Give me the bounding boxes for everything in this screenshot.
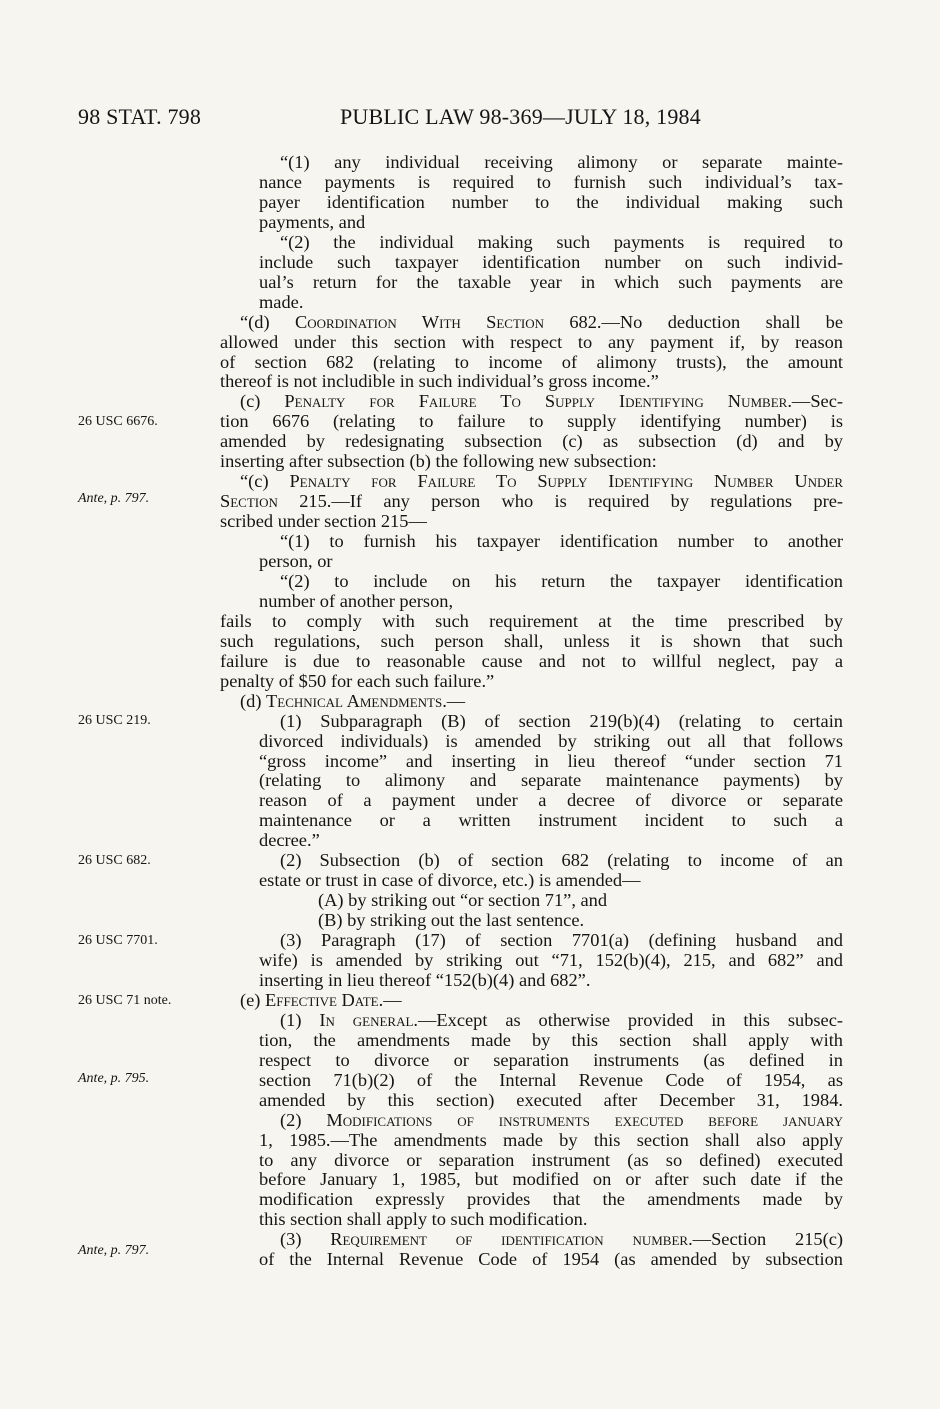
text-line: [280, 1110, 843, 1130]
text-run: .—The amendments made by this section shall also apply: [325, 1129, 843, 1150]
text-line: [259, 950, 843, 970]
text-line: [220, 371, 659, 391]
text-line: [220, 511, 427, 531]
text-line: [240, 312, 843, 332]
text-run: “(c): [240, 471, 290, 492]
text-run: “(2) to include on his return the taxpayer identification: [280, 570, 843, 591]
text-run: section 71(b)(2) of the Internal Revenue Code of 1954, as: [259, 1069, 843, 1090]
text-line: [280, 571, 843, 591]
margin-note-text: Ante, p. 797.: [78, 1243, 150, 1258]
heading-small-caps: 1, 1985: [259, 1129, 326, 1150]
heading-small-caps: Modifications of instruments executed before january: [326, 1109, 844, 1130]
text-line: [318, 910, 584, 930]
margin-note: [78, 1243, 149, 1259]
text-run: inserting in lieu thereof “152(b)(4) and 682”.: [259, 969, 591, 990]
text-run: “(d): [240, 311, 295, 332]
text-run: payments, and: [259, 211, 366, 232]
text-run: divorced individuals) is amended by striking out all that follows: [259, 730, 843, 751]
margin-note: [78, 993, 171, 1009]
text-run: estate or trust in case of divorce, etc.) is amended—: [259, 870, 641, 891]
text-run: (3): [280, 1229, 331, 1250]
text-line: [259, 970, 590, 990]
page-header: [0, 104, 940, 136]
text-run: amended by this section) executed after December 31, 1984.: [259, 1089, 843, 1110]
margin-note: [78, 933, 158, 949]
text-line: [220, 491, 843, 511]
text-line: [259, 1189, 843, 1209]
stat-reference: 98 STAT. 798: [78, 104, 202, 129]
text-line: [259, 272, 843, 292]
margin-note: [78, 853, 151, 869]
text-run: (c): [240, 391, 285, 412]
text-line: [259, 1030, 843, 1050]
text-line: [280, 531, 843, 551]
text-line: [220, 431, 843, 451]
text-run: fails to comply with such requirement at the time prescribed by: [220, 610, 843, 631]
text-line: [280, 232, 843, 252]
text-run: .—Section 215(c): [688, 1229, 843, 1250]
text-run: (2) Subsection (b) of section 682 (relating to income of an: [280, 850, 843, 871]
text-line: [280, 1229, 843, 1249]
heading-small-caps: Penalty for Failure To Supply Identifying Number: [284, 391, 788, 412]
text-run: failure is due to reasonable cause and not to willful neglect, pay a: [220, 650, 843, 671]
text-line: [240, 471, 843, 491]
heading-small-caps: Technical Amendments: [266, 690, 443, 711]
text-run: amended by redesignating subsection (c) as subsection (d) and by: [220, 431, 843, 452]
text-line: [280, 152, 843, 172]
heading-small-caps: Coordination With Section: [294, 311, 544, 332]
text-run: of section 682 (relating to income of alimony trusts), the amount: [220, 351, 843, 372]
text-run: (d): [240, 690, 267, 711]
text-run: number of another person,: [259, 590, 454, 611]
text-run: “gross income” and inserting in lieu thereof “under section 71: [259, 750, 843, 771]
text-line: [280, 850, 843, 870]
text-line: [220, 631, 843, 651]
text-line: [259, 1150, 843, 1170]
text-line: [259, 1050, 843, 1070]
text-run: nance payments is required to furnish such individual’s tax-: [259, 171, 843, 192]
text-run: penalty of $50 for each such failure.”: [220, 670, 495, 691]
text-line: [259, 870, 640, 890]
text-run: (1) Subparagraph (B) of section 219(b)(4) (relating to certain: [280, 710, 843, 731]
text-run: allowed under this section with respect to any payment if, by reason: [220, 331, 843, 352]
margin-note-text: 26 USC 219.: [78, 713, 151, 728]
text-run: 215.—If any person who is required by regulations pre-: [277, 491, 843, 512]
margin-note-text: 26 USC 682.: [78, 853, 151, 868]
text-line: [259, 172, 843, 192]
text-run: .—Sec-: [787, 391, 843, 412]
text-line: [259, 551, 333, 571]
text-run: (B) by striking out the last sentence.: [318, 910, 585, 931]
text-line: [259, 790, 843, 810]
margin-note: [78, 713, 151, 729]
text-run: (relating to alimony and separate maintenance payments) by: [259, 770, 843, 791]
text-line: [259, 770, 843, 790]
text-run: 682.—No deduction shall be: [544, 311, 843, 332]
text-line: [259, 810, 843, 830]
text-line: [259, 192, 843, 212]
text-line: [240, 691, 465, 711]
text-line: [220, 451, 657, 471]
heading-small-caps: In general: [319, 1009, 414, 1030]
text-line: [240, 391, 843, 411]
text-line: [280, 930, 843, 950]
text-run: payer identification number to the individual making such: [259, 191, 843, 212]
text-run: tion, the amendments made by this section shall apply with: [259, 1029, 843, 1050]
text-run: .—Except as otherwise provided in this subsec-: [413, 1009, 843, 1030]
text-run: “(1) to furnish his taxpayer identification number to another: [280, 531, 843, 552]
margin-note-text: Ante, p. 797.: [78, 491, 150, 506]
margin-note: [78, 414, 158, 430]
text-run: tion 6676 (relating to failure to supply identifying number) is: [220, 411, 843, 432]
text-run: decree.”: [259, 830, 320, 851]
text-run: (3) Paragraph (17) of section 7701(a) (defining husband and: [280, 930, 843, 951]
text-line: [259, 1169, 843, 1189]
heading-small-caps: Effective Date: [265, 989, 379, 1010]
text-run: modification expressly provides that the amendments made by: [259, 1189, 843, 1210]
text-run: (1): [280, 1009, 320, 1030]
text-run: scribed under section 215—: [220, 511, 427, 532]
text-run: before January 1, 1985, but modified on or after such date if the: [259, 1169, 843, 1190]
text-line: [259, 830, 320, 850]
text-line: [259, 1090, 843, 1110]
text-run: “(2) the individual making such payments is required to: [280, 231, 843, 252]
text-line: [220, 671, 494, 691]
margin-note-text: 26 USC 7701.: [78, 933, 158, 948]
text-run: made.: [259, 291, 304, 312]
heading-small-caps: Penalty for Failure To Supply Identifying Number Under: [289, 471, 844, 492]
text-run: person, or: [259, 551, 333, 571]
text-line: [280, 1010, 843, 1030]
margin-note-text: 26 USC 71 note.: [78, 993, 172, 1008]
text-line: [220, 651, 843, 671]
text-line: [259, 751, 843, 771]
text-line: [259, 292, 303, 312]
text-line: [220, 411, 843, 431]
text-line: [220, 332, 843, 352]
text-line: [220, 611, 843, 631]
text-line: [259, 252, 843, 272]
text-run: such regulations, such person shall, unless it is shown that such: [220, 630, 843, 651]
heading-small-caps: Section: [220, 491, 278, 512]
text-run: “(1) any individual receiving alimony or separate mainte-: [280, 152, 843, 172]
text-run: include such taxpayer identification number on such individ-: [259, 251, 843, 272]
margin-note: [78, 491, 149, 507]
text-run: inserting after subsection (b) the following new subsection:: [220, 451, 657, 472]
text-run: of the Internal Revenue Code of 1954 (as amended by subsection: [259, 1249, 843, 1270]
text-run: .—: [442, 690, 466, 711]
text-run: (A) by striking out “or section 71”, and: [318, 890, 608, 911]
text-run: respect to divorce or separation instruments (as defined in: [259, 1049, 843, 1070]
text-run: wife) is amended by striking out “71, 152(b)(4), 215, and 682” and: [259, 950, 843, 970]
text-line: [259, 1249, 843, 1269]
text-run: (2): [280, 1109, 327, 1130]
margin-note-text: Ante, p. 795.: [78, 1071, 150, 1086]
text-run: (e): [240, 989, 266, 1010]
text-line: [220, 352, 843, 372]
page-title: PUBLIC LAW 98-369—JULY 18, 1984: [340, 104, 701, 129]
text-run: ual’s return for the taxable year in which such payments are: [259, 271, 843, 292]
text-run: thereof is not includible in such individual’s gross income.”: [220, 371, 659, 392]
text-line: [259, 1209, 587, 1229]
text-run: this section shall apply to such modification.: [259, 1209, 588, 1230]
margin-note: [78, 1071, 149, 1087]
text-run: maintenance or a written instrument incident to such a: [259, 810, 843, 831]
text-run: reason of a payment under a decree of divorce or separate: [259, 790, 843, 811]
text-line: [259, 1130, 843, 1150]
text-line: [318, 890, 607, 910]
text-line: [259, 591, 453, 611]
text-line: [259, 212, 365, 232]
text-line: [280, 711, 843, 731]
heading-small-caps: Requirement of identification number: [330, 1229, 689, 1250]
text-line: [259, 731, 843, 751]
text-line: [259, 1070, 843, 1090]
text-line: [240, 990, 402, 1010]
text-run: .—: [378, 989, 402, 1010]
margin-note-text: 26 USC 6676.: [78, 414, 158, 429]
text-run: to any divorce or separation instrument (as so defined) executed: [259, 1149, 843, 1170]
